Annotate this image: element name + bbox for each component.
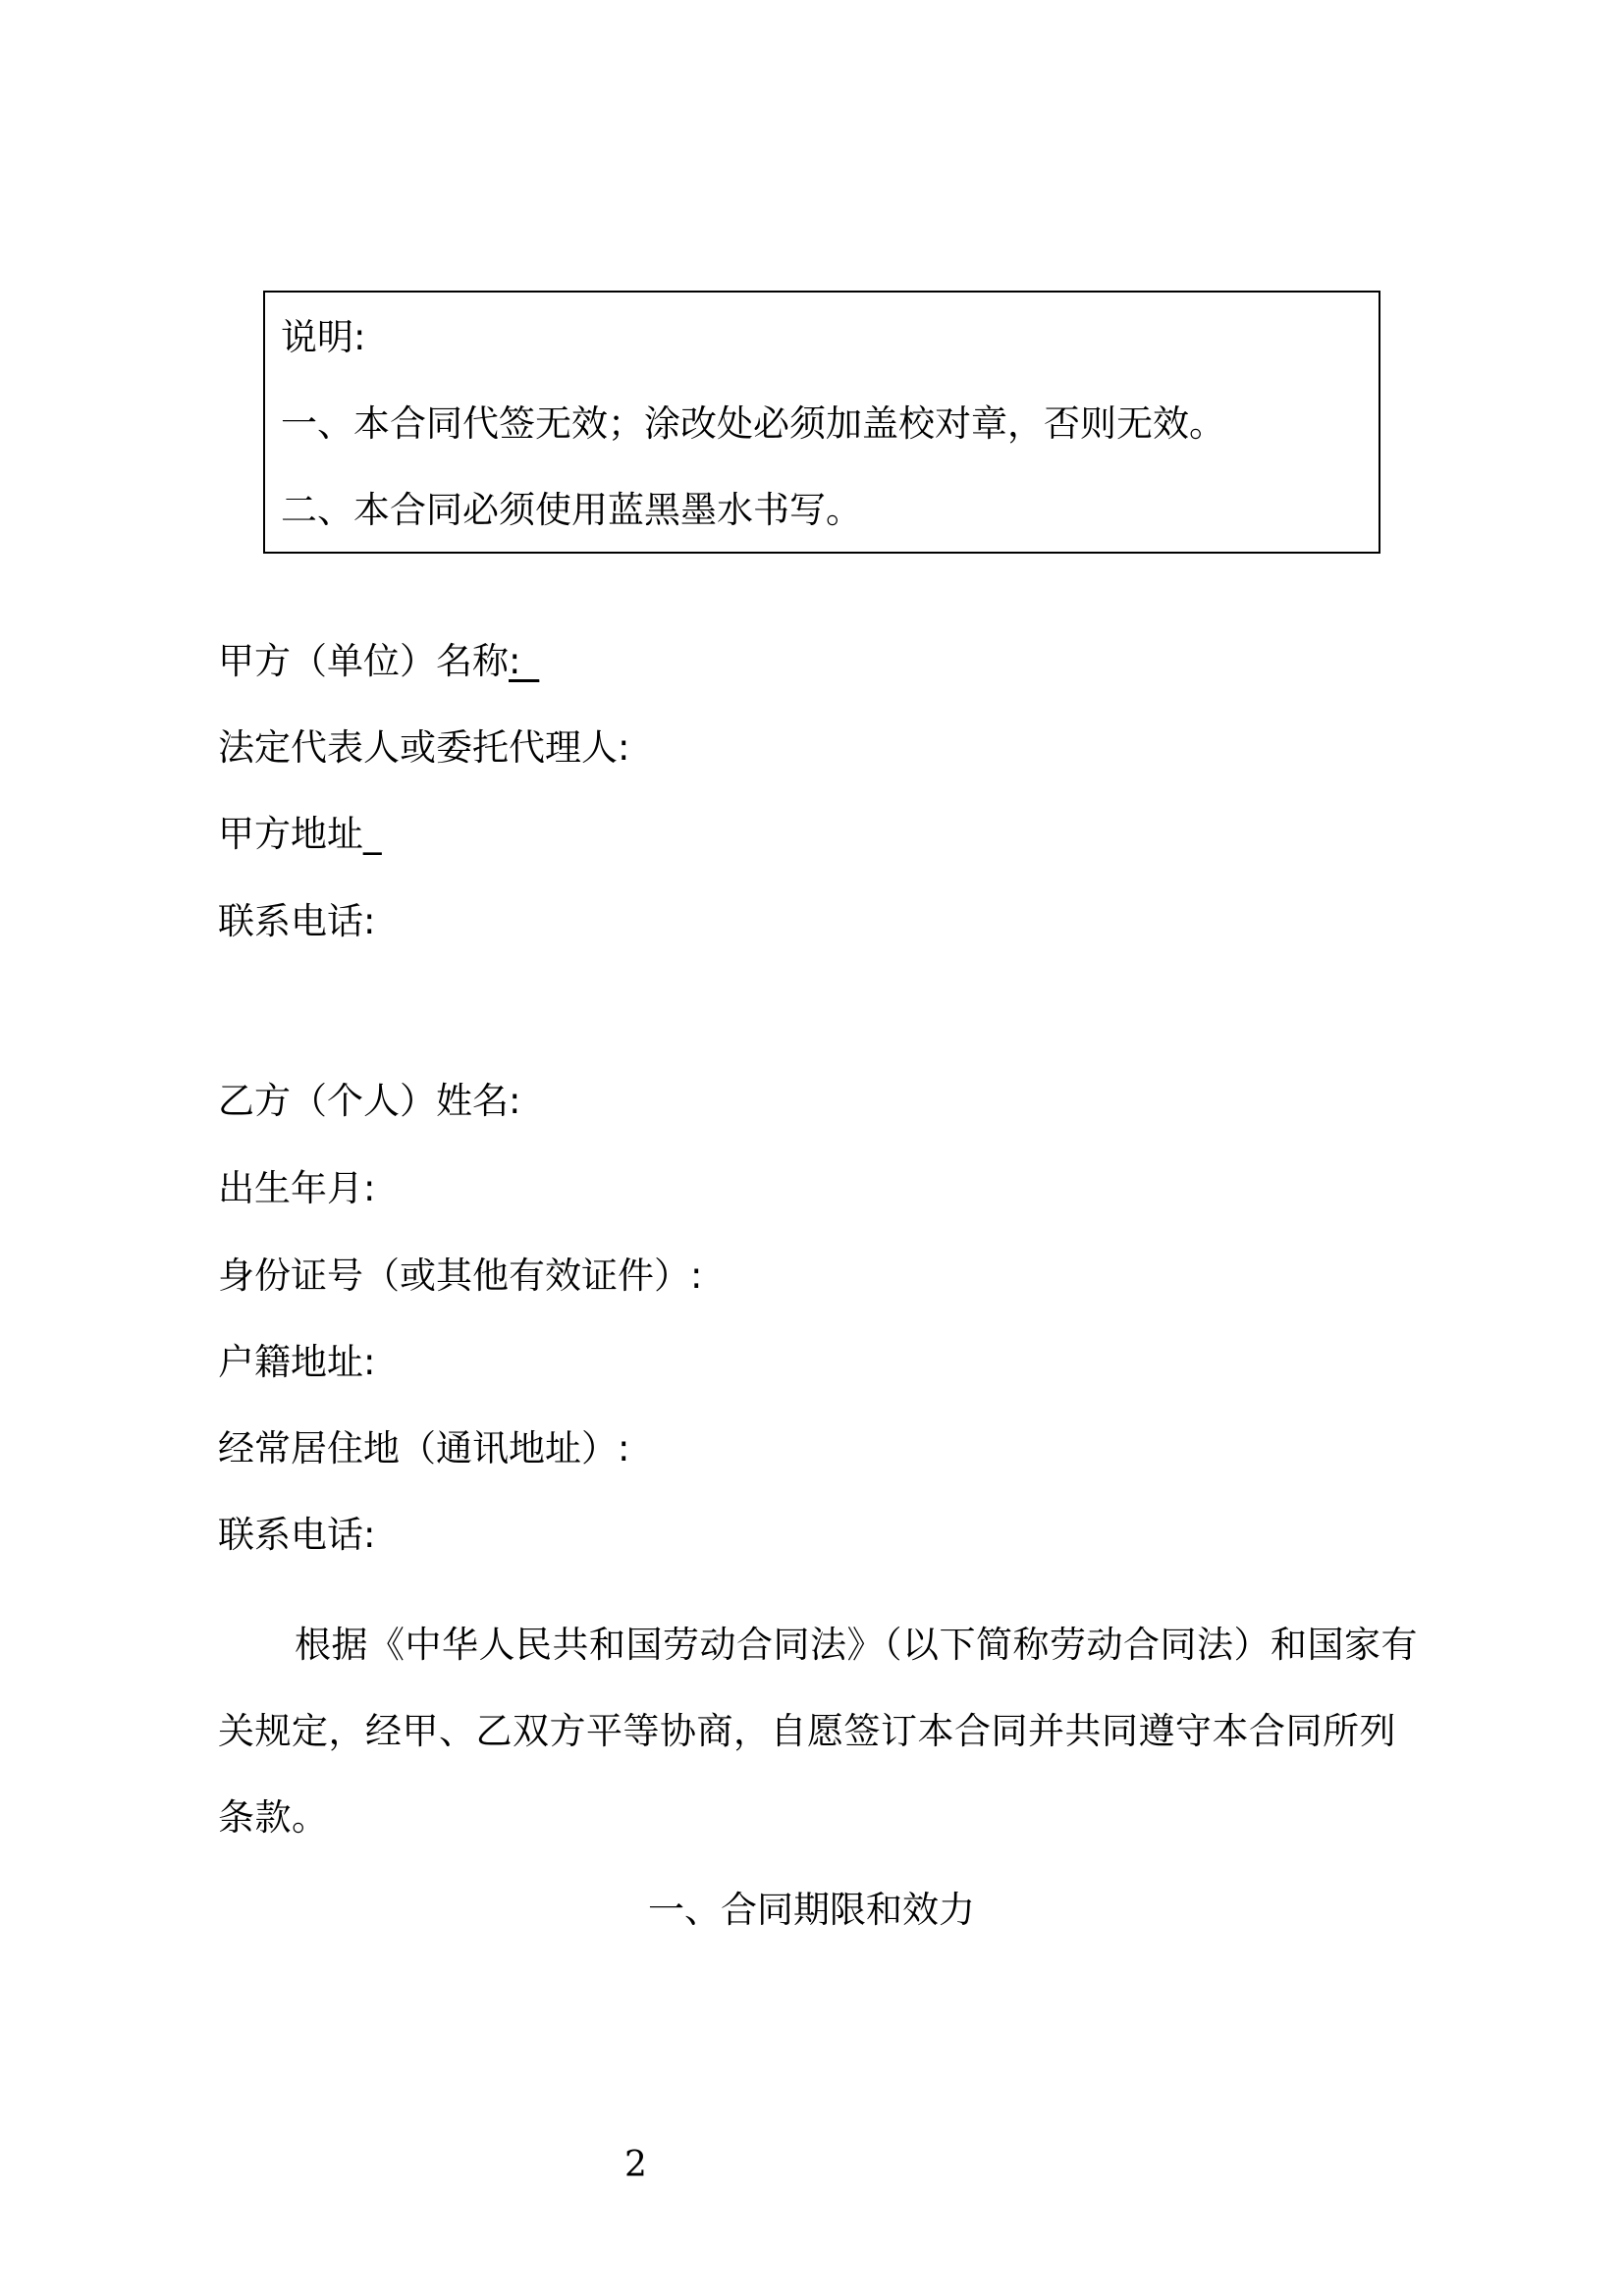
party-a-address-field: 甲方地址_ — [218, 813, 382, 855]
notice-item-2: 二、本合同必须使用蓝黑墨水书写。 — [281, 489, 862, 531]
party-b-phone-field: 联系电话: — [218, 1514, 376, 1556]
party-b-name-field: 乙方（个人）姓名: — [218, 1080, 521, 1122]
party-b-id-field: 身份证号（或其他有效证件）: — [218, 1255, 703, 1297]
party-a-name-label: 甲方（单位）名称 — [218, 640, 509, 682]
section-title: 一、合同期限和效力 — [648, 1889, 975, 1931]
notice-item-1: 一、本合同代签无效；涂改处必须加盖校对章，否则无效。 — [281, 402, 1225, 445]
party-a-phone-field: 联系电话: — [218, 900, 376, 942]
notice-title: 说明: — [281, 316, 366, 358]
party-a-name-blank: :_ — [509, 640, 539, 682]
party-b-birth-field: 出生年月: — [218, 1167, 376, 1209]
party-a-name-field — [218, 640, 539, 683]
preamble-paragraph: 根据《中华人民共和国劳动合同法》（以下简称劳动合同法）和国家有关规定，经甲、乙双方平等协商，自愿签订本合同并共同遵守本合同所列条款。 — [218, 1624, 1418, 1839]
page-number: 2 — [624, 2145, 647, 2185]
party-a-representative-field: 法定代表人或委托代理人: — [218, 726, 630, 769]
party-b-household-field: 户籍地址: — [218, 1341, 376, 1383]
notice-box — [263, 291, 1380, 554]
party-b-residence-field: 经常居住地（通讯地址）: — [218, 1427, 630, 1469]
